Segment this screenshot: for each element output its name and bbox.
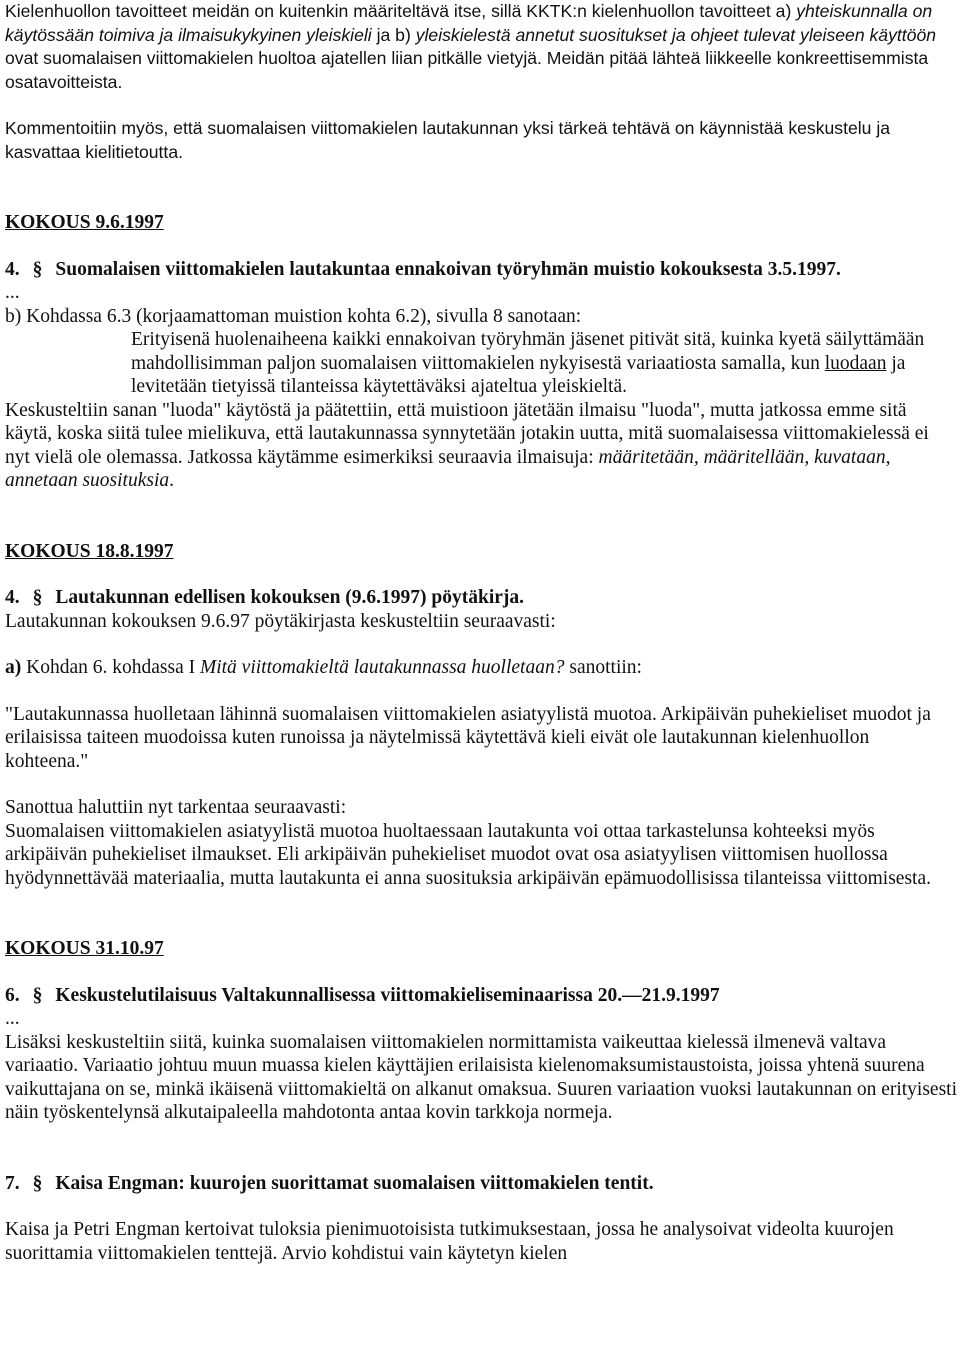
agenda-item-heading	[5, 1172, 957, 1196]
sub-line: Lautakunnan kokouksen 9.6.97 pöytäkirjasta keskusteltiin seuraavasti:	[5, 610, 556, 632]
specification-label: Sanottua haluttiin nyt tarkentaa seuraavasti:	[5, 797, 347, 818]
text-run: .	[169, 470, 174, 491]
agenda-item-heading	[5, 258, 957, 282]
meeting-date-heading: KOKOUS 31.10.97	[5, 938, 164, 959]
item-number: 6.	[5, 984, 20, 1006]
section-sign-icon: §	[32, 984, 43, 1006]
intro-section	[5, 0, 957, 164]
meeting-date-heading: KOKOUS 9.6.1997	[5, 212, 164, 233]
text-run: Keskusteltiin sanan "luoda" käytöstä ja päätettiin, että muistioon jätetään ilmaisu "luoda", mutta jatkossa emme sitä käytä, koska siitä tulee mielikuva, että lautakunnassa synnytetään jotakin uutta, mitä suomalaisessa viittomakielessä ei nyt vielä ole olemassa. Jatkossa käytämme esimerkiksi seuraavia ilmaisuja:	[5, 399, 929, 468]
text-run: ja levitetään tietyissä tilanteissa käytettäväksi ajateltua yleiskieltä.	[131, 352, 906, 397]
item-number: 4.	[5, 258, 20, 280]
text-run: Erityisenä huolenaiheena kaikki ennakoivan työryhmän jäsenet pitivät sitä, kuinka kyetä säilyttämään mahdollisimman paljon suomalaisen viittomakielen nykyisestä variaatiosta samalla, kun	[131, 329, 925, 374]
item-title: Suomalaisen viittomakielen lautakuntaa ennakoivan työryhmän muistio kokouksesta 3.5.1997.	[55, 258, 841, 280]
meeting-date-heading: KOKOUS 18.8.1997	[5, 540, 174, 562]
meeting-section-2	[5, 540, 957, 891]
point-line	[5, 656, 957, 680]
agenda-item-heading	[5, 984, 957, 1008]
underlined-word: luodaan	[824, 352, 887, 374]
item-paragraph: Kaisa ja Petri Engman kertoivat tuloksia pienimuotoisista tutkimuksestaan, jossa he analysoivat videolta kuurojen suorittamia viittomakielen tenttejä. Arvio kohdistui vain käytetyn kielen	[5, 1219, 894, 1264]
text-run: ovat suomalaisen viittomakielen huoltoa ajatellen liian pitkälle vietyjä. Meidän pitää lähteä liikkeelle konkreettisemmista osatavoitteista.	[5, 48, 929, 92]
intro-paragraph-comment: Kommentoitiin myös, että suomalaisen viittomakielen lautakunnan yksi tärkeä tehtävä on käynnistää keskustelu ja kasvattaa kielitietoutta.	[5, 118, 891, 162]
item-title: Keskustelutilaisuus Valtakunnallisessa viittomakieliseminaarissa 20.—21.9.1997	[55, 984, 720, 1006]
section-sign-icon: §	[32, 1172, 43, 1194]
ellipsis: ...	[5, 1008, 20, 1029]
indented-quote	[5, 328, 957, 399]
reference-line: b) Kohdassa 6.3 (korjaamattoman muistion kohta 6.2), sivulla 8 sanotaan:	[5, 305, 582, 327]
ellipsis: ...	[5, 282, 20, 303]
intro-paragraph-goals	[5, 0, 957, 94]
italic-question: Mitä viittomakieltä lautakunnassa huolletaan?	[199, 657, 565, 678]
specification-text: Suomalaisen viittomakielen asiatyylistä muotoa huoltaessaan lautakunta voi ottaa tarkastelunsa kohteeksi myös arkipäivän puhekieliset ilmaukset. Eli arkipäivän puhekieliset muodot ovat osa asiatyylisen viittomisen huollossa hyödynnettävää materiaalia, mutta lautakunta ei anna suosituksia arkipäivän epämuodollisissa tilanteissa viittomisesta.	[5, 820, 932, 889]
item-number: 7.	[5, 1172, 20, 1194]
italic-goal-a: yhteiskunnalla on käytössään toimiva ja ilmaisukykyinen yleiskieli	[5, 1, 933, 45]
section-sign-icon: §	[32, 587, 43, 608]
section-sign-icon: §	[32, 258, 43, 280]
item-paragraph: Lisäksi keskusteltiin siitä, kuinka suomalaisen viittomakielen normittamista vaikeuttaa kielessä ilmenevä valtava variaatio. Variaatio johtuu muun muassa kielen käyttäjien erilaisista kielenomaksumistaustoista, joissa yhtenä suurena vaikuttajana on se, minkä ikäisenä viittomakieltä on alkanut omaksua. Suuren variaation vuoksi lautakunnan on erityisesti näin työskentelynsä alkutaipaleella mahdotonta antaa kovin tarkkoja normeja.	[5, 1031, 958, 1123]
quoted-paragraph: "Lautakunnassa huolletaan lähinnä suomalaisen viittomakielen asiatyylistä muotoa. Arkipäivän puhekieliset muodot ja erilaisissa taiteen muodoissa kuten runoissa ja näytelmissä käytettävä kieli eivät ole lautakunnan kielenhuollon kohteena."	[5, 703, 931, 772]
text-run: Kohdan 6. kohdassa I	[21, 657, 200, 678]
text-run: sanottiin:	[564, 657, 642, 678]
italic-goal-b: yleiskielestä annetut suositukset ja ohjeet tulevat yleiseen käyttöön	[415, 24, 937, 45]
point-label: a)	[5, 657, 22, 678]
agenda-item-heading	[5, 586, 957, 610]
text-run: ja b)	[371, 24, 416, 45]
meeting-section-3	[5, 937, 957, 1265]
discussion-paragraph	[5, 399, 957, 493]
text-run: Kielenhuollon tavoitteet meidän on kuitenkin määriteltävä itse, sillä KKTK:n kielenhuollon tavoitteet a)	[5, 1, 797, 21]
item-title: Lautakunnan edellisen kokouksen (9.6.1997) pöytäkirja.	[55, 587, 525, 608]
item-title: Kaisa Engman: kuurojen suorittamat suomalaisen viittomakielen tentit.	[55, 1172, 654, 1194]
italic-expressions: määritetään, määritellään, kuvataan, annetaan suosituksia	[5, 446, 891, 491]
meeting-section-1	[5, 211, 957, 493]
item-number: 4.	[5, 587, 20, 608]
